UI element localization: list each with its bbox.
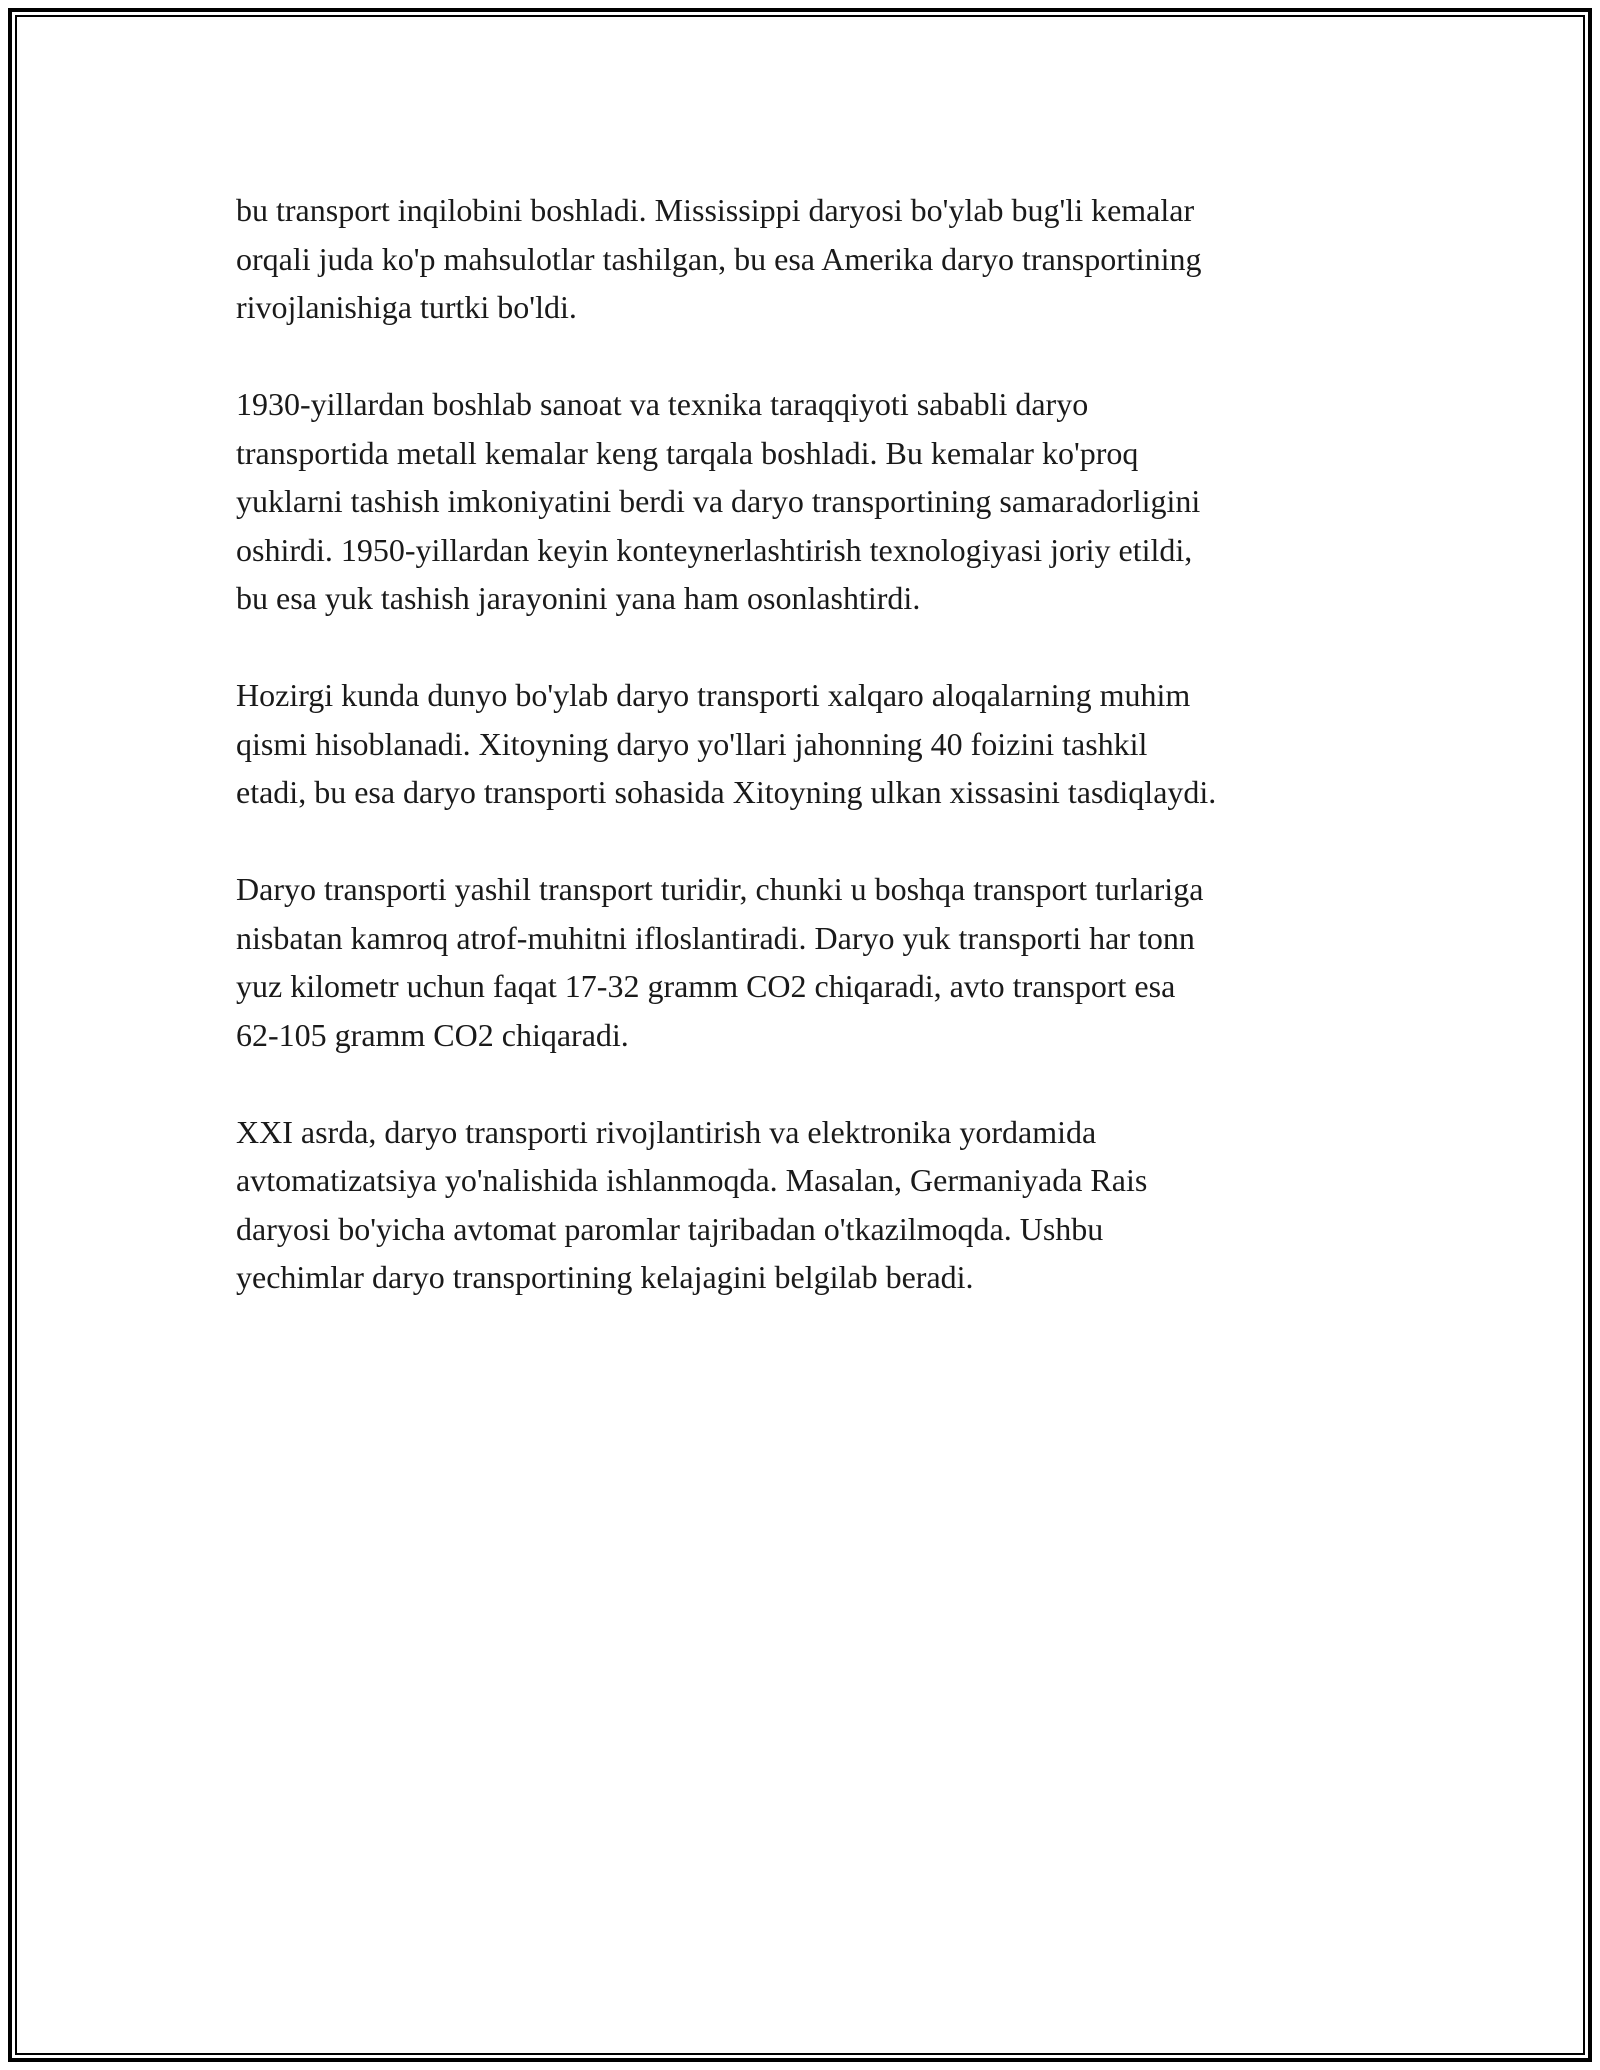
text-line: orqali juda ko'p mahsulotlar tashilgan, bu esa Amerika daryo transportining xyxy=(236,240,1202,277)
text-line: rivojlanishiga turtki bo'ldi. xyxy=(236,289,577,325)
paragraph-steamboats xyxy=(236,186,1366,332)
text-line: 62-105 gramm CO2 chiqaradi. xyxy=(236,1016,629,1053)
text-line: transportida metall kemalar keng tarqala boshladi. Bu kemalar ko'proq xyxy=(236,434,1139,471)
paragraph-automation xyxy=(236,1108,1366,1302)
text-line: bu transport inqilobini boshladi. Mississippi daryosi bo'ylab bug'li kemalar xyxy=(236,192,1195,228)
text-line: XXI asrda, daryo transporti rivojlantirish va elektronika yordamida xyxy=(236,1113,1097,1150)
document-body xyxy=(236,186,1366,1350)
text-line: bu esa yuk tashish jarayonini yana ham osonlashtirdi. xyxy=(236,580,921,616)
text-line: Hozirgi kunda dunyo bo'ylab daryo transporti xalqaro aloqalarning muhim xyxy=(236,677,1191,713)
paragraph-international xyxy=(236,671,1366,817)
text-line: yuz kilometr uchun faqat 17-32 gramm CO2 chiqaradi, avto transport esa xyxy=(236,968,1176,1004)
text-line: avtomatizatsiya yo'nalishida ishlanmoqda. Masalan, Germaniyada Rais xyxy=(236,1162,1148,1198)
text-line: yechimlar daryo transportining kelajagini belgilab beradi. xyxy=(236,1259,974,1295)
paragraph-metal-ships xyxy=(236,380,1366,623)
text-line: Daryo transporti yashil transport turidir, chunki u boshqa transport turlariga xyxy=(236,871,1204,907)
text-line: qismi hisoblanadi. Xitoyning daryo yo'llari jahonning 40 foizini tashkil xyxy=(236,725,1148,762)
text-line: 1930-yillardan boshlab sanoat va texnika taraqqiyoti sababli daryo xyxy=(236,386,1089,422)
text-line: yuklarni tashish imkoniyatini berdi va daryo transportining samaradorligini xyxy=(236,483,1201,519)
text-line: etadi, bu esa daryo transporti sohasida Xitoyning ulkan xissasini tasdiqlaydi. xyxy=(236,774,1217,810)
text-line: nisbatan kamroq atrof-muhitni ifloslantiradi. Daryo yuk transporti har tonn xyxy=(236,919,1195,956)
paragraph-green-transport xyxy=(236,865,1366,1059)
text-line: oshirdi. 1950-yillardan keyin konteynerlashtirish texnologiyasi joriy etildi, xyxy=(236,531,1193,568)
text-line: daryosi bo'yicha avtomat paromlar tajribadan o'tkazilmoqda. Ushbu xyxy=(236,1210,1104,1247)
